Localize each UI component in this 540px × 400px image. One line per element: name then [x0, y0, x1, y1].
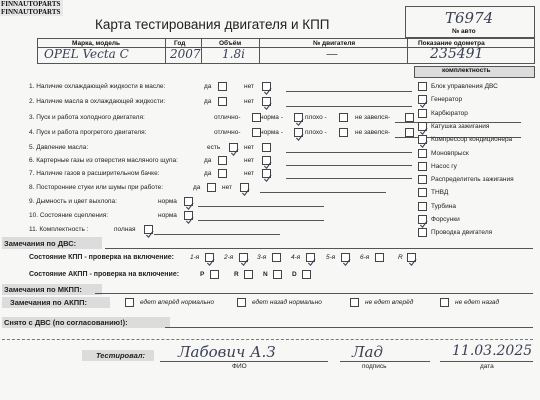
value-model: OPEL Vecta C	[44, 47, 129, 61]
vehicle-col-divider-2	[201, 38, 202, 63]
akpp-mode-1-label: P	[200, 271, 205, 278]
akpp-option-1-checkbox[interactable]	[125, 298, 134, 307]
check-8-option-checkbox[interactable]	[207, 183, 216, 192]
check-2-label: 2. Наличие масла в охлаждающей жидкости:	[29, 98, 166, 105]
check-9-label: 9. Дымность и цвет выхлопа:	[29, 198, 117, 205]
check-11-option-label: полная	[114, 226, 136, 233]
check-2-option-checkbox[interactable]	[262, 97, 271, 106]
akpp-option-3-checkbox[interactable]	[350, 298, 359, 307]
check-11-option-checkbox[interactable]	[144, 225, 153, 234]
equipment-item-label: Насос гу	[431, 162, 457, 170]
check-9-comment-line	[198, 206, 324, 207]
value-engine-number: —	[326, 47, 338, 61]
check-8-comment-line	[260, 192, 386, 193]
equipment-item-label: Моновпрыск	[431, 149, 469, 157]
notes-dvs-label: Замечания по ДВС:	[4, 239, 77, 248]
check-3-option-label: плохо -	[305, 114, 327, 121]
check-3-option-label: отлично-	[214, 114, 241, 121]
vehicle-col-divider-4	[407, 38, 408, 63]
value-odometer: 235491	[430, 46, 484, 62]
equipment-checkbox[interactable]	[418, 109, 427, 118]
check-8-option-checkbox[interactable]	[240, 183, 249, 192]
gear-4-checkbox[interactable]	[306, 253, 315, 262]
check-3-option-checkbox[interactable]	[339, 113, 348, 122]
kpp-label: Состояние КПП - проверка на включение:	[29, 254, 174, 261]
check-1-option-label: нет	[244, 83, 254, 90]
check-5-option-label: есть	[207, 144, 221, 151]
check-9-option-checkbox[interactable]	[184, 197, 193, 206]
akpp-option-3-label: не едет вперёд	[365, 299, 414, 306]
akpp-option-4-label: не едет назад	[455, 299, 500, 306]
gear-5-label: 5-я	[326, 254, 336, 261]
equipment-item-label: Катушка зажигания	[431, 122, 490, 130]
akpp-option-2-label: едет назад нормально	[252, 299, 322, 306]
check-6-comment-line	[286, 165, 412, 166]
akpp-option-4-checkbox[interactable]	[440, 298, 449, 307]
check-2-option-label: да	[204, 98, 212, 105]
equipment-checkbox[interactable]	[418, 162, 427, 171]
gear-2-label: 2-я	[224, 254, 234, 261]
header-model: Марка, модель	[72, 40, 121, 47]
equipment-checkbox[interactable]	[418, 175, 427, 184]
check-3-option-checkbox[interactable]	[405, 113, 414, 122]
check-5-option-label: нет	[244, 144, 254, 151]
gear-7-checkbox[interactable]	[407, 253, 416, 262]
sign-line	[340, 361, 430, 362]
vehicle-col-divider-1	[165, 38, 166, 63]
logo-text-2: FINNAUTOPARTS	[1, 8, 61, 16]
check-2-option-label: нет	[244, 98, 254, 105]
check-1-option-checkbox[interactable]	[218, 82, 227, 91]
check-10-option-checkbox[interactable]	[184, 211, 193, 220]
notes-akpp-label: Замечания по АКПП:	[10, 298, 87, 307]
check-4-option-label: отлично-	[214, 129, 241, 136]
check-11-label: 11. Комплектность :	[29, 226, 89, 233]
check-6-label: 6. Картерные газы из отверстия масляного щупа:	[29, 157, 178, 164]
check-9-option-label: норма	[158, 198, 177, 205]
check-8-option-label: нет	[222, 184, 232, 191]
akpp-mode-2-label: R	[234, 271, 239, 278]
notes-mkpp-label: Замечания по МКПП:	[4, 285, 82, 294]
check-1-option-label: да	[204, 83, 212, 90]
check-10-comment-line	[198, 220, 324, 221]
check-7-option-checkbox[interactable]	[262, 169, 271, 178]
check-7-label: 7. Наличие газов в расширительном бачке:	[29, 170, 160, 177]
check-3-option-checkbox[interactable]	[294, 113, 303, 122]
gear-3-checkbox[interactable]	[272, 253, 281, 262]
check-3-label: 3. Пуск и работа холодного двигателя:	[29, 114, 145, 121]
gear-6-checkbox[interactable]	[375, 253, 384, 262]
check-6-option-checkbox[interactable]	[262, 156, 271, 165]
check-4-option-checkbox[interactable]	[294, 128, 303, 137]
check-8-label: 8. Посторонние стуки или шумы при работе:	[29, 184, 164, 191]
equipment-checkbox[interactable]	[418, 95, 427, 104]
akpp-option-2-checkbox[interactable]	[237, 298, 246, 307]
date-line	[440, 361, 533, 362]
value-volume: 1.8i	[222, 47, 245, 61]
value-year: 2007	[170, 47, 201, 61]
header-year: Год	[174, 40, 186, 47]
gear-2-checkbox[interactable]	[239, 253, 248, 262]
check-4-option-label: не завелся-	[355, 129, 391, 136]
auto-number-label: № авто	[452, 28, 476, 35]
removed-label: Снято с ДВС (по согласованию!):	[4, 318, 128, 327]
equipment-item-label: Карбюратор	[431, 109, 468, 117]
vehicle-col-divider-3	[259, 38, 260, 63]
equipment-item-label: Форсунки	[431, 216, 460, 223]
check-10-label: 10. Состояние сцепления:	[29, 212, 109, 219]
check-5-comment-line	[286, 152, 412, 153]
akpp-mode-3-checkbox[interactable]	[273, 270, 282, 279]
check-7-option-label: да	[204, 170, 212, 177]
equipment-item-label: Проводка двигателя	[431, 229, 493, 237]
akpp-mode-4-label: D	[292, 271, 297, 278]
akpp-mode-4-checkbox[interactable]	[302, 270, 311, 279]
check-1-comment-line	[286, 91, 412, 92]
equipment-item-label: Блок управления ДВС	[431, 83, 498, 90]
notes-mkpp-line	[95, 293, 533, 294]
equipment-checkbox[interactable]	[418, 228, 427, 237]
gear-4-label: 4-я	[291, 254, 301, 261]
equipment-item-label: ТНВД	[431, 189, 449, 197]
check-6-option-label: нет	[244, 157, 254, 164]
equipment-checkbox[interactable]	[418, 188, 427, 197]
check-7-option-label: нет	[244, 170, 254, 177]
equipment-header: комплектность	[442, 67, 491, 74]
equipment-checkbox[interactable]	[418, 149, 427, 158]
equipment-checkbox[interactable]	[418, 82, 427, 91]
notes-dvs-line	[105, 248, 533, 249]
gear-1-checkbox[interactable]	[205, 253, 214, 262]
equipment-item-label: Распределитель зажигания	[431, 176, 514, 184]
logo	[0, 0, 63, 16]
check-7-comment-line	[286, 178, 412, 179]
equipment-checkbox[interactable]	[418, 215, 427, 224]
equipment-checkbox[interactable]	[418, 135, 427, 144]
check-5-option-checkbox[interactable]	[262, 143, 271, 152]
header-odometer: Показание одометра	[418, 40, 485, 47]
akpp-mode-3-label: N	[263, 271, 268, 278]
check-4-option-checkbox[interactable]	[339, 128, 348, 137]
check-6-option-label: да	[204, 157, 212, 164]
gear-6-label: 6-я	[360, 254, 370, 261]
akpp-mode-1-checkbox[interactable]	[210, 270, 219, 279]
check-11-comment-line	[154, 234, 280, 235]
check-8-option-label: да	[193, 184, 201, 191]
equipment-checkbox[interactable]	[418, 122, 427, 131]
equipment-item-label: Генератор	[431, 96, 463, 104]
auto-number-value: T6974	[445, 9, 494, 27]
check-2-comment-line	[286, 106, 412, 107]
footer-dashed-separator	[2, 339, 533, 340]
date-value: 11.03.2025	[452, 343, 533, 359]
akpp-label: Состояние АКПП - проверка на включение:	[29, 271, 180, 278]
equipment-checkbox[interactable]	[418, 202, 427, 211]
check-3-option-label: норма -	[260, 114, 283, 121]
akpp-mode-2-checkbox[interactable]	[244, 270, 253, 279]
gear-5-checkbox[interactable]	[341, 253, 350, 262]
check-4-option-label: норма -	[260, 129, 283, 136]
gear-3-label: 3-я	[257, 254, 267, 261]
sign-label: подпись	[362, 363, 387, 370]
check-1-label: 1. Наличие охлаждающей жидкости в масле:	[29, 83, 166, 90]
logo-text-1: FINNAUTOPARTS	[1, 0, 61, 8]
page-title: Карта тестирования двигателя и КПП	[95, 17, 330, 32]
equipment-item-label: Компрессор кондиционера	[431, 136, 513, 144]
akpp-option-1-label: едет вперёд нормально	[140, 299, 215, 306]
tested-label: Тестировал:	[96, 351, 145, 360]
check-6-option-checkbox[interactable]	[218, 156, 227, 165]
signature: Лад	[352, 343, 383, 361]
fio-line	[160, 361, 328, 362]
date-label: дата	[480, 363, 494, 370]
check-3-option-label: не завелся-	[355, 114, 391, 121]
check-10-option-label: норма	[158, 212, 177, 219]
gear-7-label: R	[398, 254, 403, 261]
signature-name: Лабович А.З	[178, 343, 276, 361]
removed-line	[165, 327, 533, 328]
check-2-option-checkbox[interactable]	[218, 97, 227, 106]
check-5-option-checkbox[interactable]	[229, 143, 238, 152]
check-7-option-checkbox[interactable]	[218, 169, 227, 178]
check-4-option-label: плохо -	[305, 129, 327, 136]
check-5-label: 5. Давление масла:	[29, 144, 89, 151]
header-engine-number: № двигателя	[313, 40, 356, 47]
check-1-option-checkbox[interactable]	[262, 82, 271, 91]
check-4-label: 4. Пуск и работа прогретого двигателя:	[29, 129, 147, 136]
fio-label: ФИО	[232, 363, 247, 370]
gear-1-label: 1-я	[190, 254, 200, 261]
equipment-item-label: Турбина	[431, 202, 456, 210]
header-volume: Объём	[219, 40, 242, 47]
check-4-option-checkbox[interactable]	[405, 128, 414, 137]
